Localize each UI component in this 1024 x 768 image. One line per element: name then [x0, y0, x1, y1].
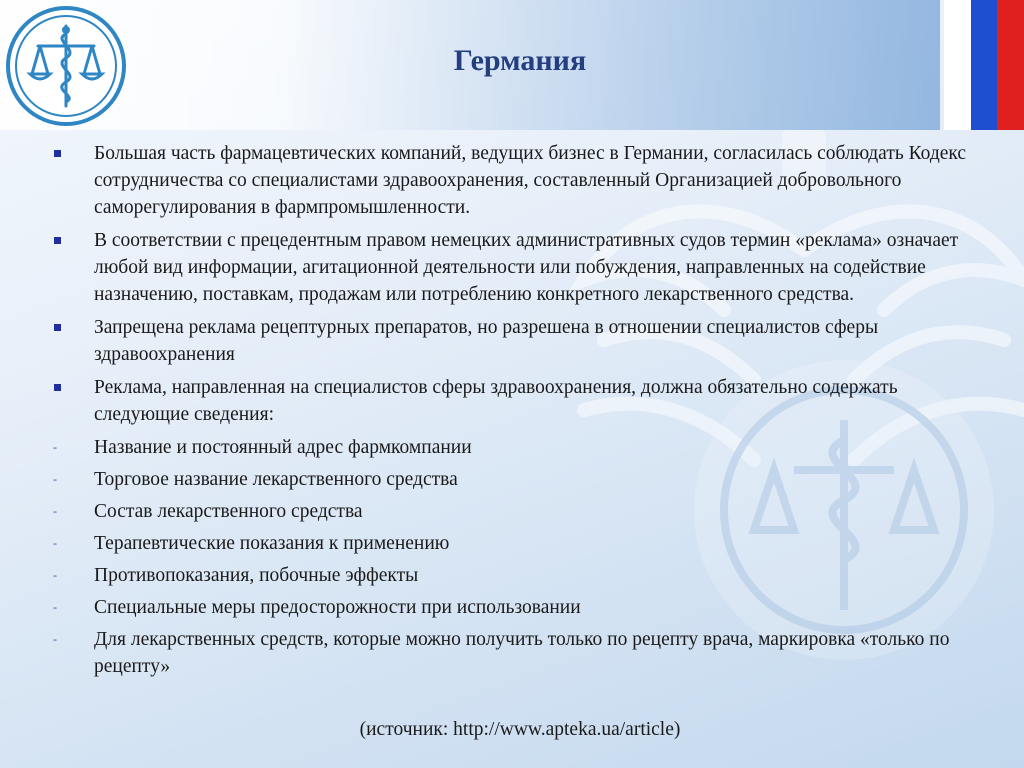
dash-list-item [52, 434, 992, 461]
flag-stripe-blue [971, 0, 998, 130]
dash-item-text: Противопоказания, побочные эффекты [94, 565, 419, 586]
list-item-text: Большая часть фармацевтических компаний, ведущих бизнес в Германии, согласилась соблюдать Кодекс сотрудничества со специалистами здравоохранения, составленный Организацией добровольного саморегулирования в фармпромышленности. [94, 143, 967, 218]
dash-item-text: Название и постоянный адрес фармкомпании [94, 437, 472, 458]
list-item-text: Реклама, направленная на специалистов сферы здравоохранения, должна обязательно содержать следующие сведения: [94, 377, 898, 425]
dash-item-text: Состав лекарственного средства [94, 501, 363, 522]
dash-item-text: Для лекарственных средств, которые можно получить только по рецепту врача, маркировка «только по рецепту» [94, 629, 950, 677]
dash-item-text: Специальные меры предосторожности при использовании [94, 597, 581, 618]
flag-stripe-red [997, 0, 1024, 130]
list-item [52, 374, 992, 428]
dash-list-item [52, 498, 992, 525]
list-item [52, 227, 992, 308]
dash-marker [52, 498, 94, 525]
dash-item-text: Терапевтические показания к применению [94, 533, 450, 554]
dash-marker [52, 530, 94, 557]
square-bullet-icon [54, 150, 61, 157]
flag-stripe-white [944, 0, 971, 130]
dash-bullet: - [53, 600, 57, 614]
bullet-marker [52, 374, 94, 401]
content-list [52, 140, 992, 685]
page-title: Германия [453, 44, 587, 77]
list-item-text: Запрещена реклама рецептурных препаратов, но разрешена в отношении специалистов сферы здравоохранения [94, 317, 879, 365]
list-item [52, 314, 992, 368]
dash-marker [52, 466, 94, 493]
dash-list-item [52, 530, 992, 557]
bullet-marker [52, 227, 94, 254]
dash-list-item [52, 562, 992, 589]
square-bullet-icon [54, 384, 61, 391]
square-bullet-icon [54, 237, 61, 244]
dash-item-text: Торговое название лекарственного средства [94, 469, 458, 490]
bullet-marker [52, 314, 94, 341]
list-item [52, 140, 992, 221]
dash-list-item [52, 626, 992, 680]
dash-marker [52, 434, 94, 461]
source-citation: (источник: http://www.apteka.ua/article) [359, 719, 681, 740]
dash-list-item [52, 594, 992, 621]
dash-marker [52, 626, 94, 653]
dash-bullet: - [53, 632, 57, 646]
bullet-marker [52, 140, 94, 167]
dash-marker [52, 562, 94, 589]
dash-list-item [52, 466, 992, 493]
russian-flag-icon [944, 0, 1024, 130]
dash-bullet: - [53, 568, 57, 582]
dash-marker [52, 594, 94, 621]
dash-bullet: - [53, 440, 57, 454]
dash-bullet: - [53, 472, 57, 486]
caduceus-scales-emblem-icon [4, 4, 128, 128]
dash-bullet: - [53, 536, 57, 550]
dash-bullet: - [53, 504, 57, 518]
list-item-text: В соответствии с прецедентным правом немецких административных судов термин «реклама» означает любой вид информации, агитационной деятельности или побуждения, направленных на содействие назначению, поставкам, продажам или потреблению конкретного лекарственного средства. [94, 230, 959, 305]
square-bullet-icon [54, 324, 61, 331]
